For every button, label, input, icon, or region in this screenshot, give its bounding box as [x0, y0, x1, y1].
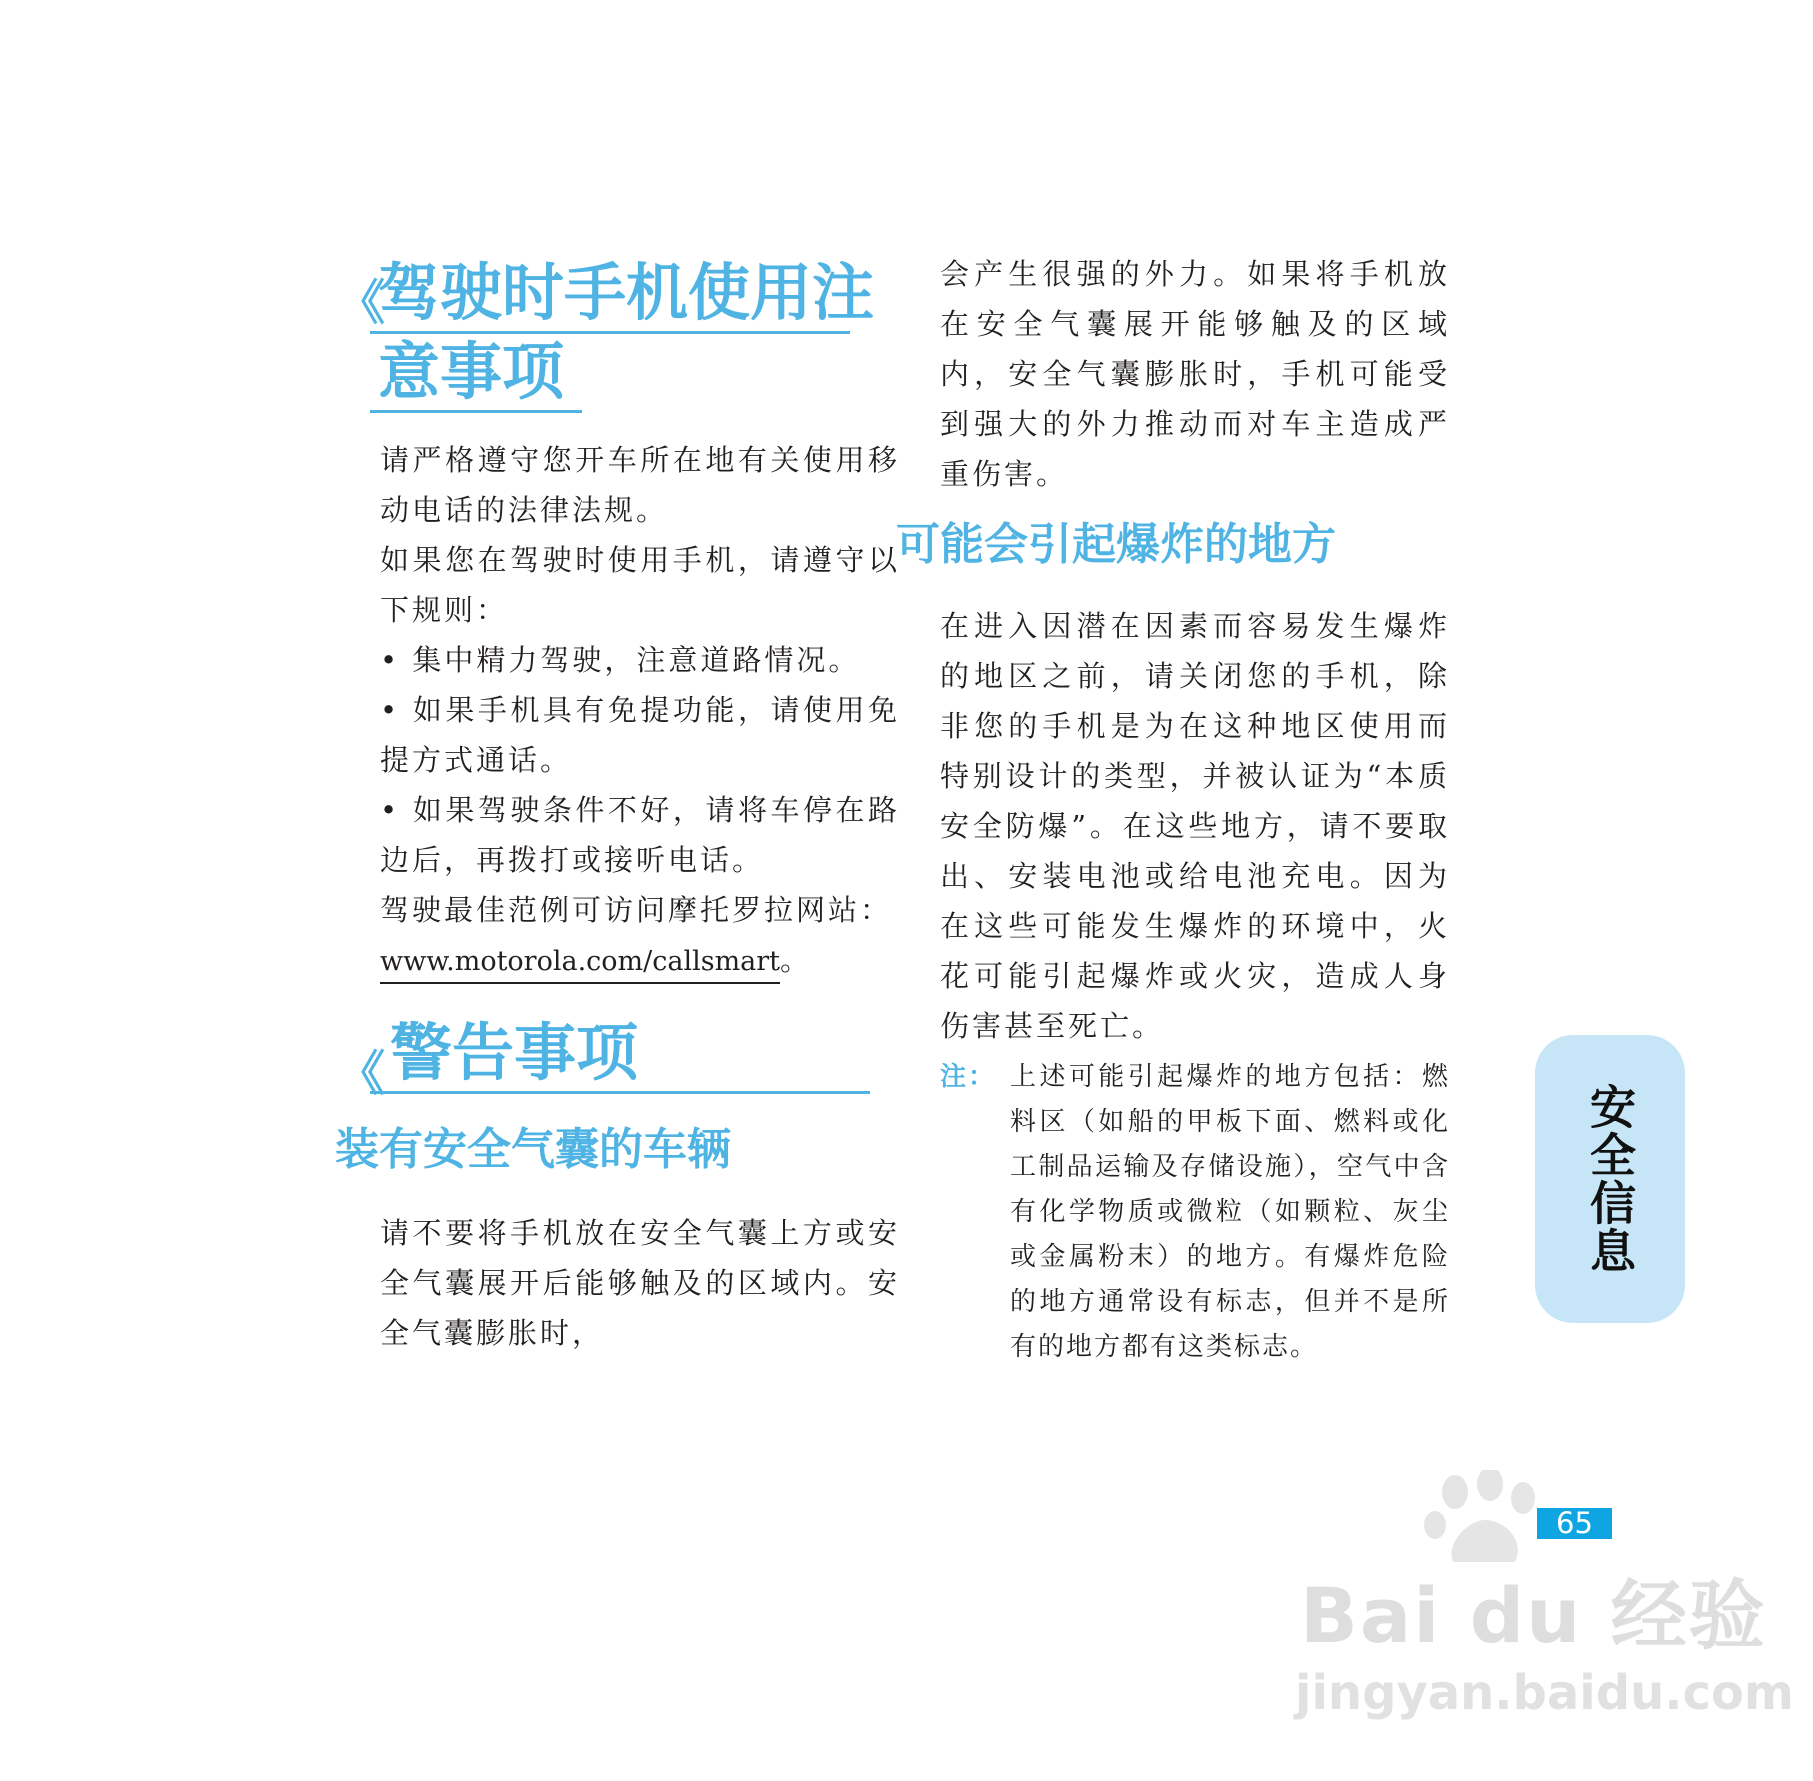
explosion-heading: 可能会引起爆炸的地方	[896, 519, 1336, 570]
chevron-left-icon: 《	[337, 275, 386, 331]
driving-heading-line2: 意事项	[378, 335, 565, 408]
section-side-tab	[1535, 1035, 1685, 1323]
driving-url-line	[380, 935, 900, 985]
driving-heading	[337, 255, 900, 413]
explosion-note	[940, 1055, 1450, 1370]
chevron-left-icon: 《	[337, 1046, 386, 1102]
page-number: 65	[1537, 1508, 1612, 1539]
note-text: 上述可能引起爆炸的地方包括：燃料区（如船的甲板下面、燃料或化工制品运输及存储设施），空气中含有化学物质或微粒（如颗粒、灰尘或金属粉末）的地方。有爆炸危险的地方通常设有标志，但并不是所有的地方都有这类标志。	[1010, 1062, 1450, 1362]
driving-paragraph-3: 驾驶最佳范例可访问摩托罗拉网站：	[380, 893, 893, 927]
driving-bullet-1: • 集中精力驾驶，注意道路情况。	[380, 643, 861, 677]
baidu-jingyan-url: jingyan.baidu.com	[1295, 1665, 1794, 1721]
heading-rule	[370, 410, 582, 413]
motorola-callsmart-link[interactable]: www.motorola.com/callsmart	[380, 942, 780, 984]
driving-bullet-3: • 如果驾驶条件不好，请将车停在路边后，再拨打或接听电话。	[380, 793, 900, 877]
explosion-paragraph: 在进入因潜在因素而容易发生爆炸的地区之前，请关闭您的手机，除非您的手机是为在这种地区使用而特别设计的类型，并被认证为“本质安全防爆”。在这些地方，请不要取出、安装电池或给电池充电。因为在这些可能发生爆炸的环境中，火花可能引起爆炸或火灾，造成人身伤害甚至死亡。	[940, 609, 1450, 1043]
driving-paragraph-2: 如果您在驾驶时使用手机，请遵守以下规则：	[380, 543, 900, 627]
driving-bullet-2: • 如果手机具有免提功能，请使用免提方式通话。	[380, 693, 900, 777]
heading-rule	[370, 1091, 870, 1094]
airbag-paragraph-left: 请不要将手机放在安全气囊上方或安全气囊展开后能够触及的区域内。安全气囊膨胀时，	[380, 1216, 900, 1350]
warnings-heading-text: 警告事项	[390, 1016, 639, 1089]
note-label: 注：	[940, 1062, 997, 1092]
airbag-paragraph-right: 会产生很强的外力。如果将手机放在安全气囊展开能够触及的区域内，安全气囊膨胀时，手机可能受到强大的外力推动而对车主造成严重伤害。	[940, 257, 1450, 491]
airbag-heading: 装有安全气囊的车辆	[335, 1124, 731, 1175]
driving-paragraph-1: 请严格遵守您开车所在地有关使用移动电话的法律法规。	[380, 443, 900, 527]
right-column	[896, 255, 1450, 1370]
side-tab-label: 安全信息	[1583, 1083, 1637, 1275]
url-suffix: 。	[780, 943, 813, 977]
warnings-heading	[337, 1015, 900, 1102]
driving-heading-line1: 驾驶时手机使用注	[378, 256, 875, 329]
left-column	[335, 255, 900, 1358]
baidu-jingyan-logo: Bai du 经验	[1300, 1571, 1767, 1660]
